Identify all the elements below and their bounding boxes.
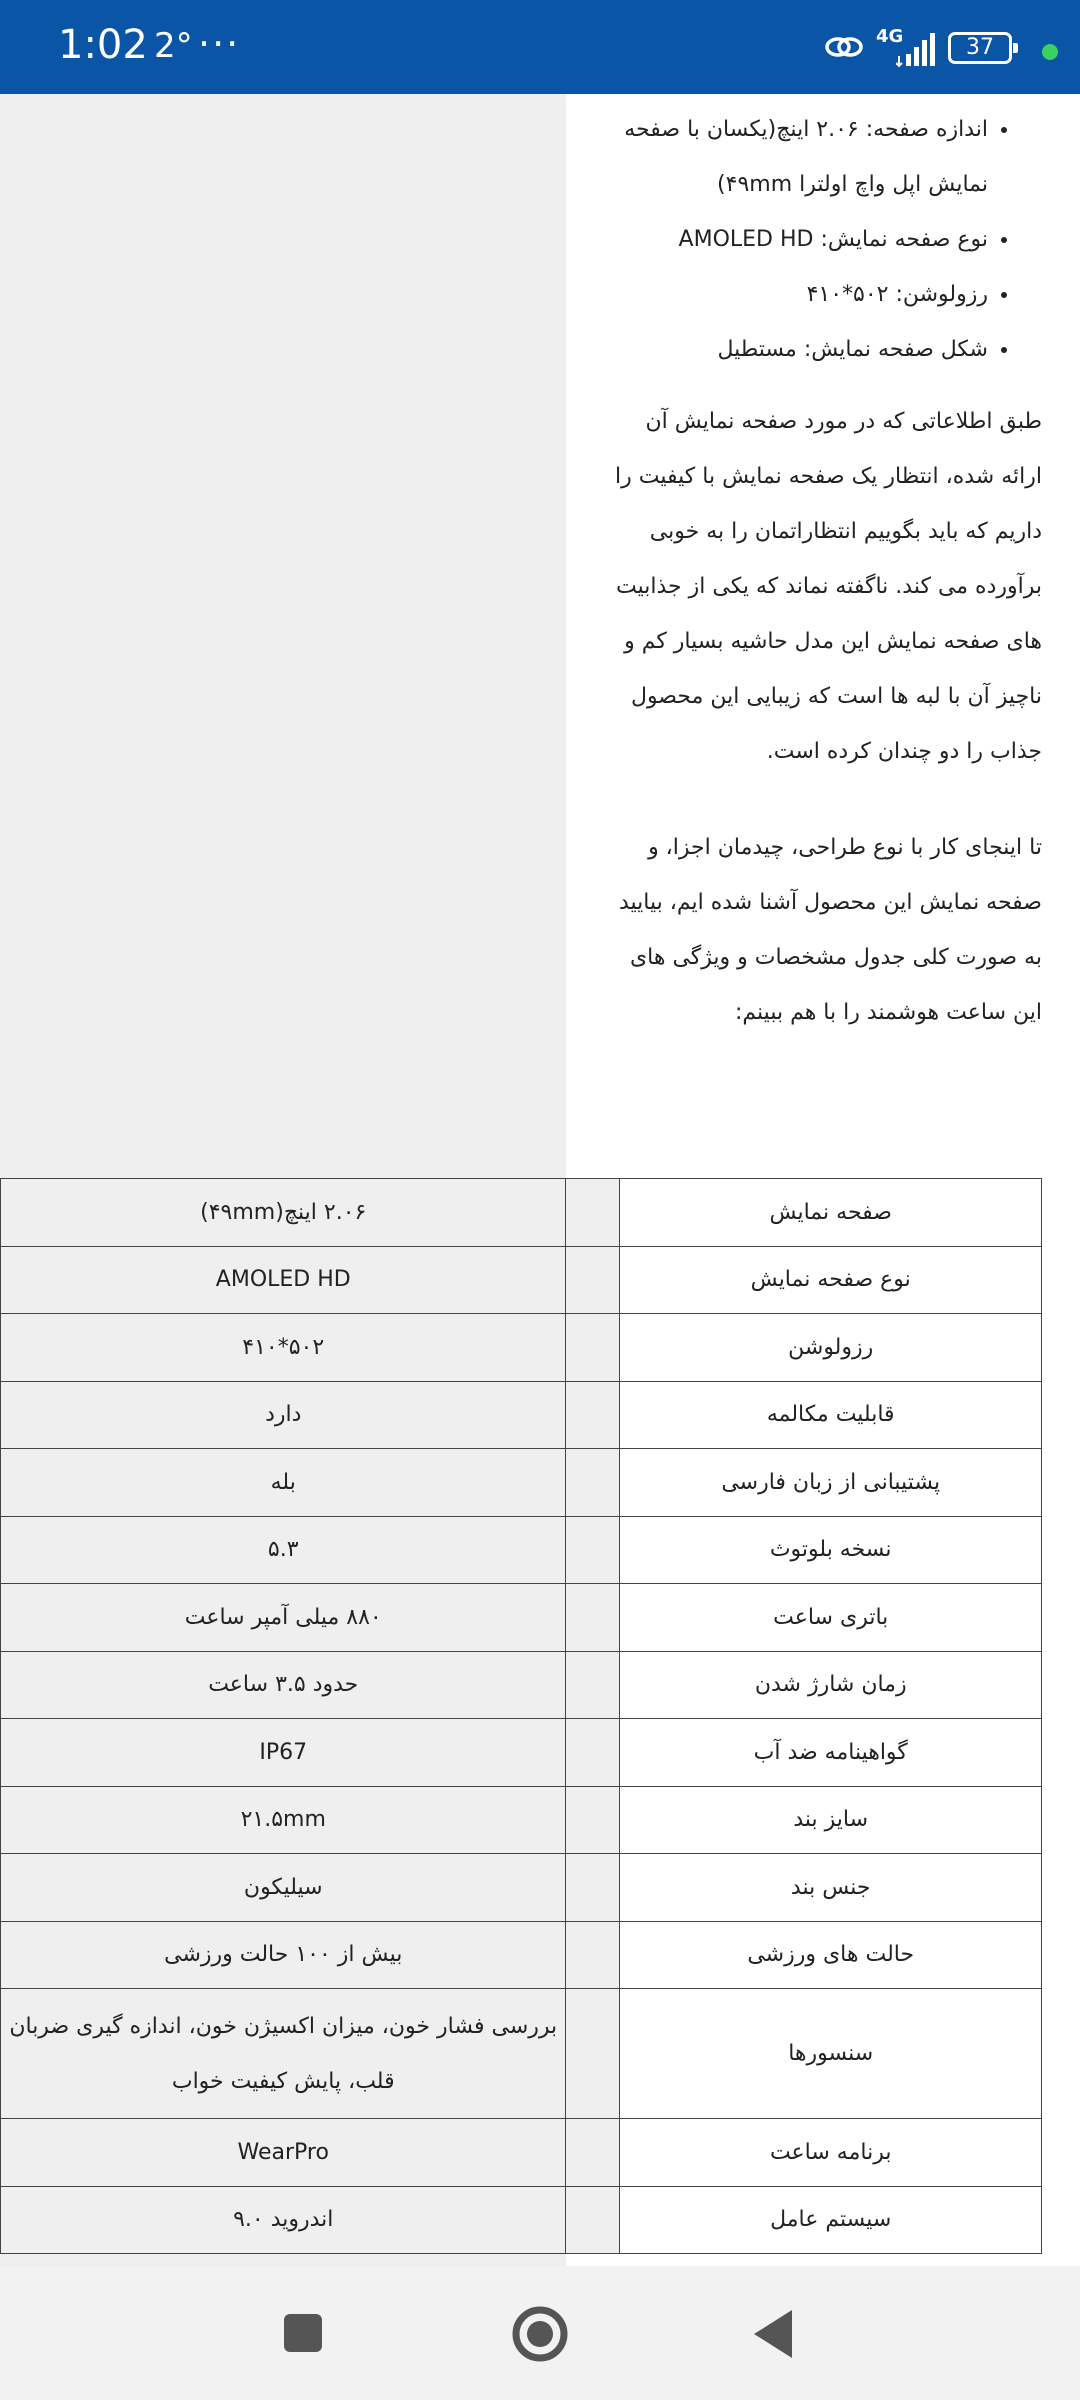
spec-value: IP67 — [1, 1719, 566, 1787]
status-bar — [0, 0, 1080, 94]
table-row — [1, 1719, 1042, 1787]
spec-value: اندروید ۹.۰ — [1, 2186, 566, 2254]
table-row — [1, 2186, 1042, 2254]
bullet-item: • اندازه صفحه: ۲.۰۶ اینچ(یکسان با صفحه نمایش اپل واچ اولترا ۴۹mm) — [600, 102, 988, 212]
table-row — [1, 1314, 1042, 1382]
table-row — [1, 1246, 1042, 1314]
display-spec-bullets — [600, 102, 1042, 377]
spec-label: برنامه ساعت — [620, 2119, 1042, 2187]
link-icon — [824, 34, 864, 60]
table-row — [1, 2119, 1042, 2187]
recents-button[interactable] — [264, 2296, 344, 2372]
signal-icon — [896, 30, 936, 68]
spec-label: گواهینامه ضد آب — [620, 1719, 1042, 1787]
spec-value: بیش از ۱۰۰ حالت ورزشی — [1, 1921, 566, 1989]
table-row — [1, 1584, 1042, 1652]
back-button[interactable] — [734, 2296, 814, 2372]
spec-label: پشتیبانی از زبان فارسی — [620, 1449, 1042, 1517]
spec-value: ۲.۰۶ اینچ(۴۹mm) — [1, 1179, 566, 1247]
bullet-item: • شکل صفحه نمایش: مستطیل — [600, 322, 988, 377]
table-row — [1, 1989, 1042, 2119]
status-time: 1:02 — [58, 22, 148, 68]
paragraph-display-quality: طبق اطلاعاتی که در مورد صفحه نمایش آن ارائه شده، انتظار یک صفحه نمایش با کیفیت را داریم که باید بگوییم انتظاراتمان را به خوبی برآورده می کند. ناگفته نماند که یکی از جذابیت های صفحه نمایش این مدل حاشیه بسیار کم و ناچیز آن با لبه ها است که زیبایی این محصول جذاب را دو چندان کرده است. — [615, 409, 1042, 764]
spec-label: زمان شارژ شدن — [620, 1651, 1042, 1719]
bullet-item: • نوع صفحه نمایش: AMOLED HD — [600, 212, 988, 267]
spec-value: حدود ۳.۵ ساعت — [1, 1651, 566, 1719]
table-row — [1, 1786, 1042, 1854]
spec-value: بله — [1, 1449, 566, 1517]
spec-value: سیلیکون — [1, 1854, 566, 1922]
article-content[interactable] — [0, 94, 1080, 2266]
spec-label: قابلیت مکالمه — [620, 1381, 1042, 1449]
table-row — [1, 1854, 1042, 1922]
spec-value: بررسی فشار خون، میزان اکسیژن خون، اندازه گیری ضربان قلب، پایش کیفیت خواب — [1, 1989, 566, 2119]
spec-value: دارد — [1, 1381, 566, 1449]
bullet-item: • رزولوشن: ۵۰۲*۴۱۰ — [600, 267, 988, 322]
table-row — [1, 1381, 1042, 1449]
spec-label: سیستم عامل — [620, 2186, 1042, 2254]
spec-label: صفحه نمایش — [620, 1179, 1042, 1247]
navigation-bar — [0, 2266, 1080, 2400]
table-row — [1, 1516, 1042, 1584]
battery-level: 37 — [966, 35, 994, 60]
status-more-indicator: ··· — [198, 22, 241, 66]
table-row — [1, 1449, 1042, 1517]
table-row — [1, 1179, 1042, 1247]
paragraph-spec-intro: تا اینجای کار با نوع طراحی، چیدمان اجزا، و صفحه نمایش این محصول آشنا شده ایم، بیایید به صورت کلی جدول مشخصات و ویژگی های این ساعت هوشمند را با هم ببینم: — [618, 835, 1042, 1025]
spec-value: ۲۱.۵mm — [1, 1786, 566, 1854]
spec-label: سایز بند — [620, 1786, 1042, 1854]
spec-value: AMOLED HD — [1, 1246, 566, 1314]
status-temperature: 2° — [154, 26, 193, 66]
spec-value: ۸۸۰ میلی آمپر ساعت — [1, 1584, 566, 1652]
home-button[interactable] — [500, 2296, 580, 2372]
spec-label: جنس بند — [620, 1854, 1042, 1922]
spec-label: نسخه بلوتوث — [620, 1516, 1042, 1584]
dot-icon — [1042, 44, 1058, 60]
spec-value: ۵۰۲*۴۱۰ — [1, 1314, 566, 1382]
spec-label: حالت های ورزشی — [620, 1921, 1042, 1989]
spec-label: رزولوشن — [620, 1314, 1042, 1382]
spec-label: باتری ساعت — [620, 1584, 1042, 1652]
network-type: 4G — [876, 26, 904, 47]
spec-label: سنسورها — [620, 1989, 1042, 2119]
spec-value: ۵.۳ — [1, 1516, 566, 1584]
table-row — [1, 1651, 1042, 1719]
battery-icon — [948, 32, 1012, 64]
table-row — [1, 1921, 1042, 1989]
spec-label: نوع صفحه نمایش — [620, 1246, 1042, 1314]
spec-table — [0, 1178, 1042, 2254]
spec-value: WearPro — [1, 2119, 566, 2187]
